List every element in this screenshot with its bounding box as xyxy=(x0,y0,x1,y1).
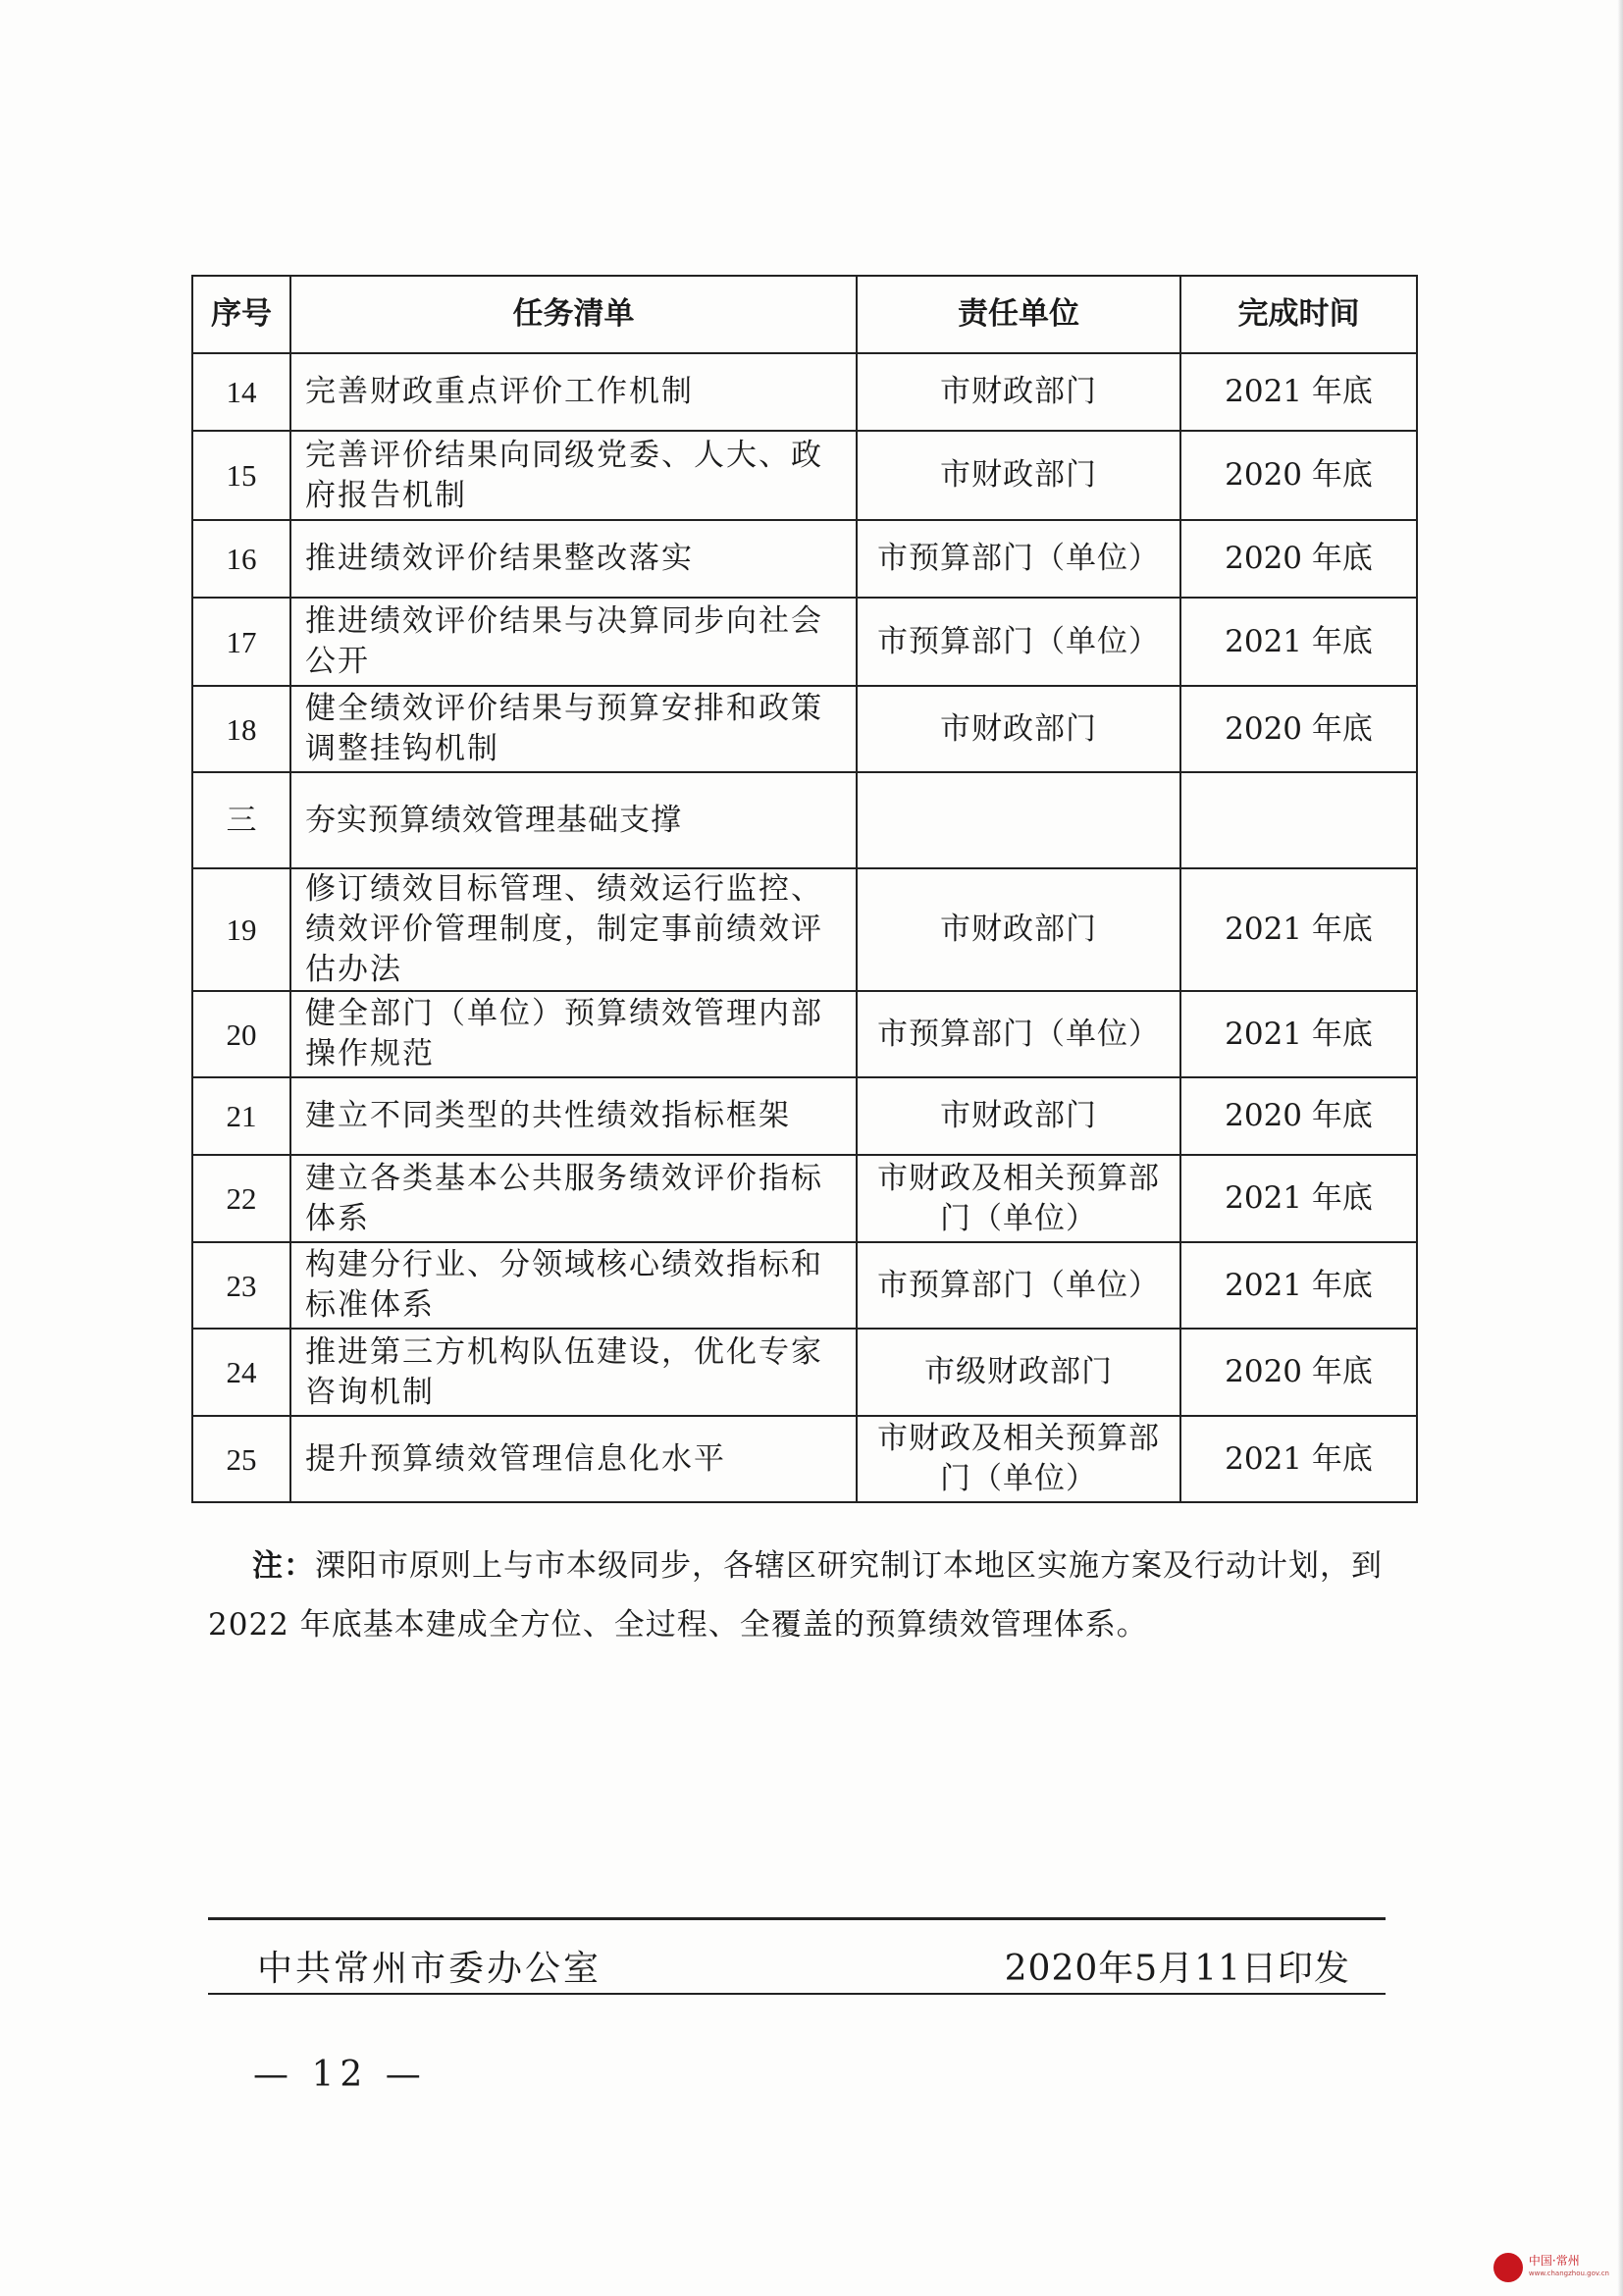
row-number: 19 xyxy=(192,868,290,991)
row-task: 健全部门（单位）预算绩效管理内部操作规范 xyxy=(290,991,857,1077)
row-task: 完善评价结果向同级党委、人大、政府报告机制 xyxy=(290,431,857,520)
section-number: 三 xyxy=(192,772,290,868)
header-task: 任务清单 xyxy=(290,276,857,353)
table-row xyxy=(192,1242,1417,1329)
row-time: 2021 年底 xyxy=(1180,1242,1417,1329)
row-task: 提升预算绩效管理信息化水平 xyxy=(290,1416,857,1502)
table-row xyxy=(192,1155,1417,1242)
row-unit: 市预算部门（单位） xyxy=(857,991,1180,1077)
row-time: 2021 年底 xyxy=(1180,991,1417,1077)
row-time: 2021 年底 xyxy=(1180,1416,1417,1502)
table-row xyxy=(192,520,1417,598)
row-unit: 市财政部门 xyxy=(857,431,1180,520)
watermark-url: www.changzhou.gov.cn xyxy=(1528,2270,1609,2277)
row-unit: 市预算部门（单位） xyxy=(857,1242,1180,1329)
row-unit: 市财政及相关预算部门（单位） xyxy=(857,1416,1180,1502)
table-header-row xyxy=(192,276,1417,353)
row-task: 修订绩效目标管理、绩效运行监控、绩效评价管理制度，制定事前绩效评估办法 xyxy=(290,868,857,991)
row-number: 24 xyxy=(192,1329,290,1416)
footnote xyxy=(208,1537,1417,1654)
row-time: 2021 年底 xyxy=(1180,868,1417,991)
table-row xyxy=(192,431,1417,520)
row-unit: 市财政及相关预算部门（单位） xyxy=(857,1155,1180,1242)
table-row xyxy=(192,1329,1417,1416)
row-time: 2021 年底 xyxy=(1180,598,1417,686)
row-task: 建立不同类型的共性绩效指标框架 xyxy=(290,1077,857,1155)
row-task: 健全绩效评价结果与预算安排和政策调整挂钩机制 xyxy=(290,686,857,772)
row-unit: 市财政部门 xyxy=(857,1077,1180,1155)
section-row xyxy=(192,772,1417,868)
row-task: 推进绩效评价结果与决算同步向社会公开 xyxy=(290,598,857,686)
watermark-logo xyxy=(1493,2253,1609,2282)
table-row xyxy=(192,991,1417,1077)
table-row xyxy=(192,686,1417,772)
row-task: 推进绩效评价结果整改落实 xyxy=(290,520,857,598)
row-number: 15 xyxy=(192,431,290,520)
header-unit: 责任单位 xyxy=(857,276,1180,353)
header-number: 序号 xyxy=(192,276,290,353)
row-number: 22 xyxy=(192,1155,290,1242)
row-number: 23 xyxy=(192,1242,290,1329)
row-unit: 市财政部门 xyxy=(857,353,1180,431)
row-number: 20 xyxy=(192,991,290,1077)
row-number: 16 xyxy=(192,520,290,598)
row-time xyxy=(1180,772,1417,868)
seal-icon xyxy=(1493,2253,1523,2282)
row-time: 2020 年底 xyxy=(1180,520,1417,598)
footnote-text: 溧阳市原则上与市本级同步，各辖区研究制订本地区实施方案及行动计划，到2022 年底基本建成全方位、全过程、全覆盖的预算绩效管理体系。 xyxy=(208,1548,1383,1643)
section-title: 夯实预算绩效管理基础支撑 xyxy=(290,772,857,868)
table-row xyxy=(192,1416,1417,1502)
row-number: 14 xyxy=(192,353,290,431)
row-task: 完善财政重点评价工作机制 xyxy=(290,353,857,431)
row-unit: 市级财政部门 xyxy=(857,1329,1180,1416)
row-time: 2020 年底 xyxy=(1180,686,1417,772)
row-task: 建立各类基本公共服务绩效评价指标体系 xyxy=(290,1155,857,1242)
table-row xyxy=(192,1077,1417,1155)
row-time: 2020 年底 xyxy=(1180,431,1417,520)
task-table xyxy=(191,275,1418,1503)
row-unit xyxy=(857,772,1180,868)
row-task: 构建分行业、分领域核心绩效指标和标准体系 xyxy=(290,1242,857,1329)
issue-date: 2020年5月11日印发 xyxy=(1004,1949,1350,1989)
row-time: 2020 年底 xyxy=(1180,1077,1417,1155)
footnote-lead: 注： xyxy=(252,1548,315,1584)
footer-top-rule xyxy=(208,1917,1386,1920)
row-task: 推进第三方机构队伍建设，优化专家咨询机制 xyxy=(290,1329,857,1416)
row-unit: 市财政部门 xyxy=(857,686,1180,772)
table-row xyxy=(192,353,1417,431)
page-number: — 12 — xyxy=(253,2055,427,2095)
row-unit: 市预算部门（单位） xyxy=(857,520,1180,598)
row-time: 2021 年底 xyxy=(1180,353,1417,431)
footer-bottom-rule xyxy=(208,1993,1386,1995)
scan-edge xyxy=(1617,0,1623,2296)
row-unit: 市预算部门（单位） xyxy=(857,598,1180,686)
watermark-text: 中国·常州 xyxy=(1528,2254,1580,2268)
header-time: 完成时间 xyxy=(1180,276,1417,353)
row-number: 18 xyxy=(192,686,290,772)
row-number: 21 xyxy=(192,1077,290,1155)
issuing-office: 中共常州市委办公室 xyxy=(257,1949,602,1989)
row-time: 2021 年底 xyxy=(1180,1155,1417,1242)
row-number: 25 xyxy=(192,1416,290,1502)
row-unit: 市财政部门 xyxy=(857,868,1180,991)
row-number: 17 xyxy=(192,598,290,686)
table-row xyxy=(192,868,1417,991)
table-row xyxy=(192,598,1417,686)
row-time: 2020 年底 xyxy=(1180,1329,1417,1416)
